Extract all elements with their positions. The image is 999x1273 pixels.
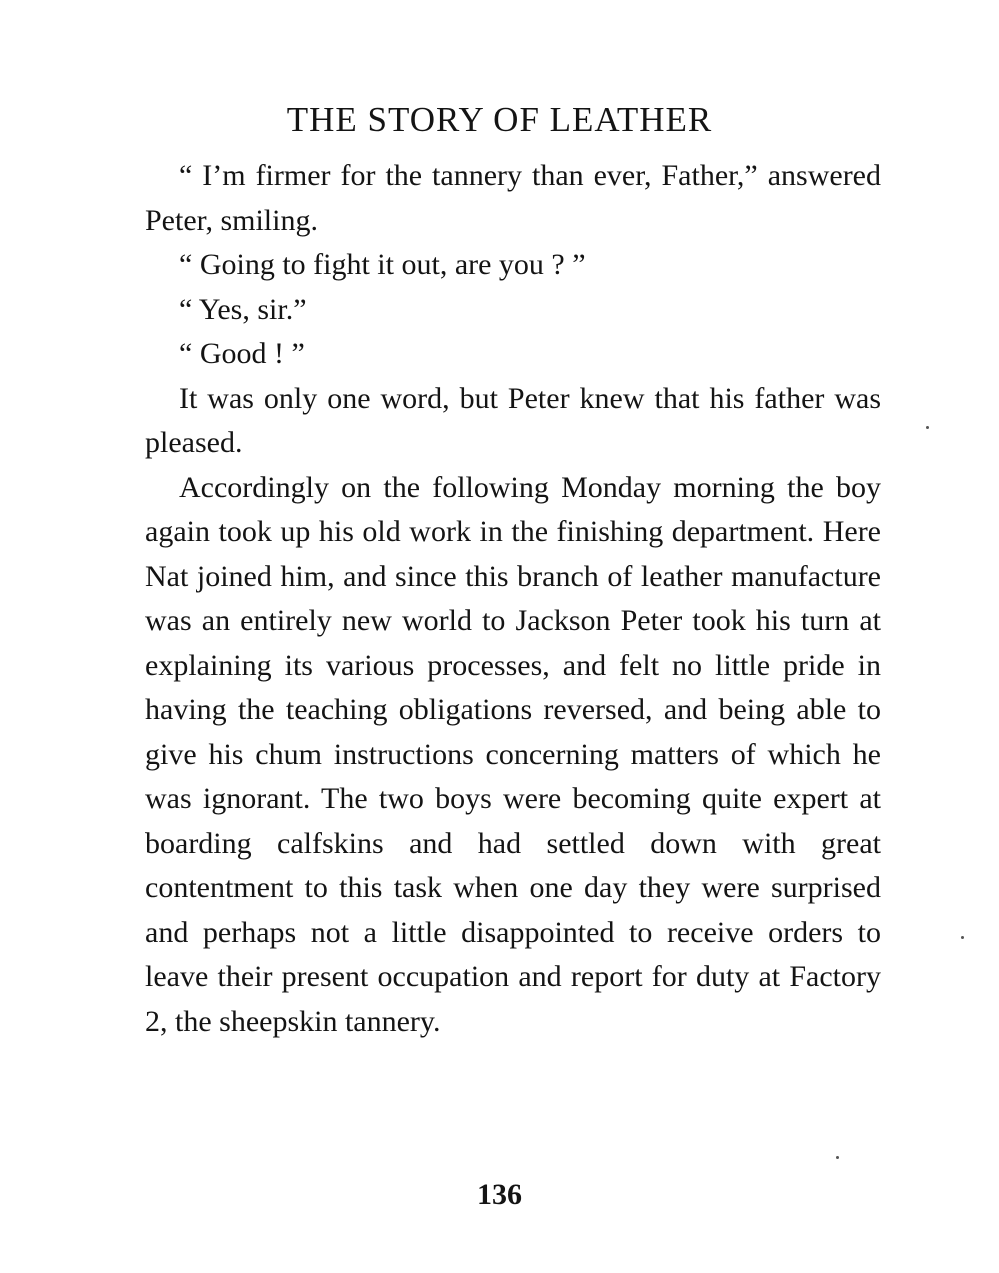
paragraph-3: “ Yes, sir.” <box>179 292 307 326</box>
paragraph-5: It was only one word, but Peter knew that his father was pleased. <box>145 381 881 459</box>
body-text <box>145 154 881 1044</box>
paragraph-4: “ Good ! ” <box>179 337 305 370</box>
scan-speck <box>836 1156 839 1159</box>
page-number: 136 <box>477 1178 522 1211</box>
running-head: THE STORY OF LEATHER <box>286 100 713 139</box>
paragraph-6: Accordingly on the following Monday morning the boy again took up his old work in the finishing department. Here Nat joined him, and since this branch of leather manufacture was an entirely new world to Jackson Peter took his turn at explaining its various processes, and felt no little pride in having the teaching obligations reversed, and being able to give his chum instructions concerning matters of which he was ignorant. The two boys were becoming quite expert at boarding calfskins and had settled down with great contentment to this task when one day they were surprised and perhaps not a little disappointed to receive orders to leave their present occupation and report for duty at Factory 2, the sheepskin tannery. <box>145 470 881 1038</box>
paragraph-2: “ Going to fight it out, are you ? ” <box>179 248 586 281</box>
scan-speck <box>926 426 929 429</box>
scan-speck <box>961 936 964 939</box>
paragraph-1: “ I’m firmer for the tannery than ever, Father,” answered Peter, smiling. <box>145 159 881 237</box>
